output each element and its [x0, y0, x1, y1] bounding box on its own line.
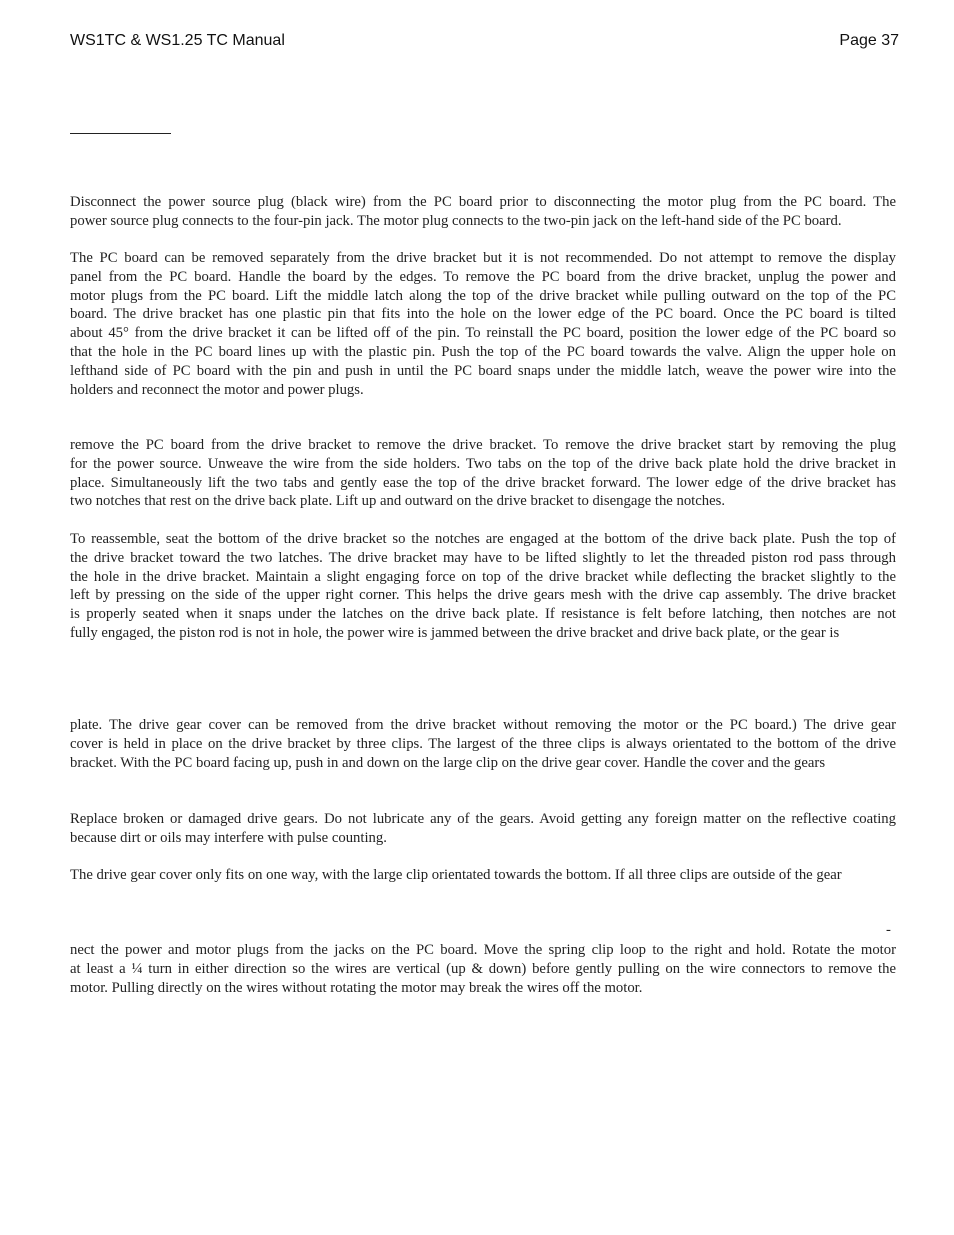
text-line: for the power source. Unweave the wire from the side holders. Two tabs on the top of the drive back plate hold the drive bracket in: [70, 455, 896, 472]
paragraph-drive-bracket-removal: [70, 436, 896, 511]
text-line: To reassemble, seat the bottom of the drive bracket so the notches are engaged at the bottom of the drive back plate. Push the top of: [70, 531, 896, 547]
text-line: remove the PC board from the drive bracket to remove the drive bracket. To remove the drive bracket start by removing the plug: [70, 437, 896, 453]
paragraph-cover-fit: [70, 866, 896, 885]
section-underline: [70, 133, 171, 134]
text-line: plate. The drive gear cover can be removed from the drive bracket without removing the motor or the PC board.) The drive gear: [70, 717, 896, 733]
text-line: at least a ¼ turn in either direction so the wires are vertical (up & down) before gently pulling on the wire connectors to remove the: [70, 960, 896, 977]
text-line: lefthand side of PC board with the pin and push in until the PC board snaps under the middle latch, weave the power wire into the: [70, 362, 896, 379]
text-line: The PC board can be removed separately from the drive bracket but it is not recommended. Do not attempt to remove the display: [70, 250, 896, 266]
text-line: fully engaged, the piston rod is not in hole, the power wire is jammed between the drive bracket and drive back plate, or the gear is: [70, 624, 840, 641]
paragraph-motor-removal: [70, 941, 896, 997]
text-line: place. Simultaneously lift the two tabs and gently ease the top of the drive bracket forward. The lower edge of the drive bracket has: [70, 474, 896, 491]
text-line: about 45° from the drive bracket it can be lifted off of the pin. To reinstall the PC board, position the lower edge of the PC board so: [70, 325, 896, 342]
manual-title: WS1TC & WS1.25 TC Manual: [70, 32, 285, 49]
paragraph-replace-gears: [70, 810, 896, 848]
text-line: nect the power and motor plugs from the jacks on the PC board. Move the spring clip loop to the right and hold. Rotate the motor: [70, 942, 896, 958]
page-number: Page 37: [839, 32, 899, 49]
text-line: panel from the PC board. Handle the board by the edges. To remove the PC board from the drive bracket, unplug the power and: [70, 268, 896, 285]
text-line: The drive gear cover only fits on one way, with the large clip orientated towards the bottom. If all three clips are outside of the gear: [70, 867, 842, 883]
text-line: two notches that rest on the drive back plate. Lift up and outward on the drive bracket to disengage the notches.: [70, 493, 726, 510]
text-line: power source plug connects to the four-pin jack. The motor plug connects to the two-pin jack on the left-hand side of the PC board.: [70, 212, 842, 229]
text-line: board. The drive bracket has one plastic pin that fits into the hole on the lower edge of the PC board. Once the PC board is tilted: [70, 306, 896, 323]
text-line: because dirt or oils may interfere with pulse counting.: [70, 829, 387, 846]
paragraph-pc-board-removal: [70, 249, 896, 399]
text-line: motor. Pulling directly on the wires without rotating the motor may break the wires off the motor.: [70, 979, 643, 996]
paragraph-reassembly: [70, 530, 896, 643]
text-line: the hole in the drive bracket. Maintain a slight engaging force on top of the drive bracket while deflecting the bracket slightly to the: [70, 568, 896, 585]
hyphen-mark: -: [886, 922, 891, 938]
text-line: cover is held in place on the drive bracket by three clips. The largest of the three clips is always orientated to the bottom of the drive: [70, 735, 896, 752]
text-line: motor plugs from the PC board. Lift the middle latch along the top of the drive bracket while pulling outward on the top of the PC: [70, 287, 896, 304]
text-line: Disconnect the power source plug (black wire) from the PC board prior to disconnecting the motor plug from the PC board. The: [70, 194, 896, 210]
text-line: Replace broken or damaged drive gears. Do not lubricate any of the gears. Avoid getting any foreign matter on the reflective coating: [70, 811, 896, 827]
text-line: is properly seated when it snaps under the latches on the drive back plate. If resistance is felt before latching, then notches are not: [70, 606, 896, 623]
text-line: bracket. With the PC board facing up, push in and down on the large clip on the drive gear cover. Handle the cover and the gears: [70, 754, 826, 771]
text-line: left by pressing on the side of the upper right corner. This helps the drive gears mesh with the drive cap assembly. The drive bracket: [70, 587, 896, 604]
text-line: that the hole in the PC board lines up with the plastic pin. Push the top of the PC board towards the valve. Align the upper hole on: [70, 343, 896, 360]
text-line: holders and reconnect the motor and power plugs.: [70, 381, 364, 398]
paragraph-drive-gear-cover: [70, 716, 896, 772]
text-line: the drive bracket toward the two latches. The drive bracket may have to be lifted slightly to let the threaded piston rod pass through: [70, 549, 896, 566]
paragraph-power-plug: [70, 193, 896, 231]
